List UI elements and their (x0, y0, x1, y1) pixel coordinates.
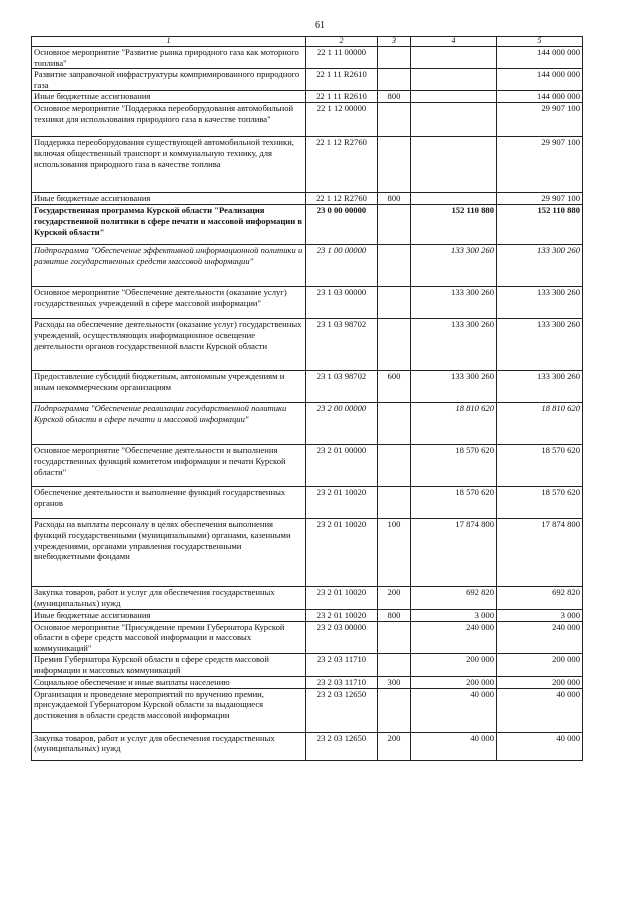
table-row (32, 47, 583, 69)
column-header-amount-1: 4 (411, 37, 497, 47)
column-header-type: 3 (378, 37, 411, 47)
row-type (378, 137, 411, 193)
row-amount-2: 200 000 (497, 654, 583, 676)
row-type (378, 69, 411, 91)
table-row (32, 371, 583, 403)
table-row (32, 403, 583, 445)
row-code: 22 1 11 R2610 (306, 91, 378, 103)
row-name: Основное мероприятие "Присуждение премии Губернатора Курской области в сфере средств массовой информации и массовых коммуникаций" (32, 621, 306, 654)
table-body (32, 47, 583, 761)
row-amount-1: 3 000 (411, 609, 497, 621)
table-row (32, 487, 583, 519)
row-type: 200 (378, 587, 411, 609)
table-row (32, 205, 583, 245)
row-amount-1: 40 000 (411, 688, 497, 732)
row-amount-1: 692 820 (411, 587, 497, 609)
row-type (378, 621, 411, 654)
row-amount-1: 133 300 260 (411, 287, 497, 319)
row-amount-1: 133 300 260 (411, 245, 497, 287)
row-name: Основное мероприятие "Поддержка переоборудования автомобильной техники для использования природного газа в качестве топлива" (32, 103, 306, 137)
row-amount-2: 18 810 620 (497, 403, 583, 445)
row-name: Социальное обеспечение и иные выплаты населению (32, 676, 306, 688)
row-amount-1: 240 000 (411, 621, 497, 654)
table-row (32, 287, 583, 319)
table-row (32, 69, 583, 91)
row-amount-2: 17 874 800 (497, 519, 583, 587)
row-amount-2: 29 907 100 (497, 103, 583, 137)
row-type (378, 445, 411, 487)
row-type: 800 (378, 91, 411, 103)
row-amount-1: 133 300 260 (411, 371, 497, 403)
row-amount-1 (411, 193, 497, 205)
row-code: 23 1 03 98702 (306, 371, 378, 403)
row-name: Закупка товаров, работ и услуг для обеспечения государственных (муниципальных) нужд (32, 587, 306, 609)
row-name: Основное мероприятие "Обеспечение деятельности (оказание услуг) государственных учреждений в сфере массовой информации" (32, 287, 306, 319)
row-code: 23 2 01 10020 (306, 587, 378, 609)
table-row (32, 445, 583, 487)
row-amount-1: 200 000 (411, 676, 497, 688)
row-amount-2: 18 570 620 (497, 487, 583, 519)
row-code: 23 2 00 00000 (306, 403, 378, 445)
row-code: 22 1 12 00000 (306, 103, 378, 137)
row-amount-1: 18 570 620 (411, 445, 497, 487)
table-row (32, 137, 583, 193)
row-amount-2: 692 820 (497, 587, 583, 609)
table-row (32, 654, 583, 676)
row-amount-2: 133 300 260 (497, 245, 583, 287)
row-code: 22 1 12 R2760 (306, 193, 378, 205)
row-amount-2: 40 000 (497, 732, 583, 760)
row-type: 600 (378, 371, 411, 403)
row-amount-2: 200 000 (497, 676, 583, 688)
table-row (32, 587, 583, 609)
row-code: 23 1 03 00000 (306, 287, 378, 319)
row-amount-2: 18 570 620 (497, 445, 583, 487)
row-type: 800 (378, 609, 411, 621)
row-name: Основное мероприятие "Развитие рынка природного газа как моторного топлива" (32, 47, 306, 69)
page-number: 61 (315, 20, 325, 31)
row-type: 200 (378, 732, 411, 760)
row-type (378, 205, 411, 245)
table-row (32, 621, 583, 654)
row-amount-1 (411, 137, 497, 193)
row-amount-2: 29 907 100 (497, 193, 583, 205)
row-amount-1: 133 300 260 (411, 319, 497, 371)
row-amount-1 (411, 91, 497, 103)
row-code: 22 1 11 00000 (306, 47, 378, 69)
row-type (378, 319, 411, 371)
row-type: 100 (378, 519, 411, 587)
row-type (378, 403, 411, 445)
row-name: Обеспечение деятельности и выполнение функций государственных органов (32, 487, 306, 519)
row-amount-1: 200 000 (411, 654, 497, 676)
table-row (32, 103, 583, 137)
row-code: 23 2 03 00000 (306, 621, 378, 654)
column-header-code: 2 (306, 37, 378, 47)
row-amount-2: 144 000 000 (497, 69, 583, 91)
column-header-amount-2: 5 (497, 37, 583, 47)
row-amount-1: 18 810 620 (411, 403, 497, 445)
row-amount-2: 40 000 (497, 688, 583, 732)
row-amount-1: 40 000 (411, 732, 497, 760)
row-amount-2: 3 000 (497, 609, 583, 621)
row-amount-1 (411, 103, 497, 137)
row-amount-2: 144 000 000 (497, 91, 583, 103)
row-code: 23 2 03 11710 (306, 654, 378, 676)
table-header-row (32, 37, 583, 47)
row-amount-1: 18 570 620 (411, 487, 497, 519)
row-name: Основное мероприятие "Обеспечение деятельности и выполнения государственных функций комитетом информации и печати Курской области" (32, 445, 306, 487)
row-name: Подпрограмма "Обеспечение эффективной информационной политики и развитие государственных средств массовой информации" (32, 245, 306, 287)
table-row (32, 319, 583, 371)
row-amount-2: 144 000 000 (497, 47, 583, 69)
row-type (378, 688, 411, 732)
row-type (378, 103, 411, 137)
row-code: 23 1 00 00000 (306, 245, 378, 287)
row-code: 23 0 00 00000 (306, 205, 378, 245)
row-amount-2: 240 000 (497, 621, 583, 654)
row-type: 300 (378, 676, 411, 688)
row-amount-1 (411, 47, 497, 69)
row-code: 23 2 03 11710 (306, 676, 378, 688)
row-name: Иные бюджетные ассигнования (32, 91, 306, 103)
row-code: 22 1 12 R2760 (306, 137, 378, 193)
row-amount-2: 133 300 260 (497, 287, 583, 319)
table-row (32, 732, 583, 760)
row-name: Поддержка переоборудования существующей автомобильной техники, включая общественный транспорт и коммунальную технику, для использования природного газа в качестве топлива (32, 137, 306, 193)
row-code: 23 2 03 12650 (306, 688, 378, 732)
table-row (32, 519, 583, 587)
table-row (32, 688, 583, 732)
row-name: Иные бюджетные ассигнования (32, 193, 306, 205)
table-row (32, 91, 583, 103)
table-row (32, 609, 583, 621)
row-name: Закупка товаров, работ и услуг для обеспечения государственных (муниципальных) нужд (32, 732, 306, 760)
row-amount-2: 29 907 100 (497, 137, 583, 193)
row-name: Предоставление субсидий бюджетным, автономным учреждениям и иным некоммерческим организациям (32, 371, 306, 403)
row-type: 800 (378, 193, 411, 205)
row-code: 23 2 01 10020 (306, 487, 378, 519)
row-type (378, 287, 411, 319)
row-code: 23 2 03 12650 (306, 732, 378, 760)
row-name: Подпрограмма "Обеспечение реализации государственной политики Курской области в сфере печати и массовой информации" (32, 403, 306, 445)
row-type (378, 487, 411, 519)
row-amount-1: 152 110 880 (411, 205, 497, 245)
budget-table (31, 36, 583, 761)
row-amount-2: 133 300 260 (497, 319, 583, 371)
row-code: 23 2 01 10020 (306, 609, 378, 621)
row-name: Организация и проведение мероприятий по вручению премии, присуждаемой Губернатором Курской области за выдающиеся достижения в области средств массовой информации (32, 688, 306, 732)
row-amount-2: 152 110 880 (497, 205, 583, 245)
row-type (378, 654, 411, 676)
column-header-name: 1 (32, 37, 306, 47)
row-name: Развитие заправочной инфраструктуры компримированного природного газа (32, 69, 306, 91)
row-name: Государственная программа Курской области "Реализация государственной политики в сфере печати и массовой информации в Курской области" (32, 205, 306, 245)
row-code: 22 1 11 R2610 (306, 69, 378, 91)
table-row (32, 245, 583, 287)
row-name: Иные бюджетные ассигнования (32, 609, 306, 621)
row-name: Расходы на выплаты персоналу в целях обеспечения выполнения функций государственными (муниципальными) органами, казенными учреждениями, органами управления государственными внебюджетными фондами (32, 519, 306, 587)
row-type (378, 47, 411, 69)
row-name: Расходы на обеспечение деятельности (оказание услуг) государственных учреждений, осуществляющих информационное освещение деятельности органов государственной власти Курской области (32, 319, 306, 371)
row-amount-2: 133 300 260 (497, 371, 583, 403)
table-row (32, 193, 583, 205)
row-type (378, 245, 411, 287)
row-code: 23 2 01 00000 (306, 445, 378, 487)
row-amount-1 (411, 69, 497, 91)
row-name: Премия Губернатора Курской области в сфере средств массовой информации и массовых коммуникаций (32, 654, 306, 676)
row-amount-1: 17 874 800 (411, 519, 497, 587)
table-row (32, 676, 583, 688)
row-code: 23 2 01 10020 (306, 519, 378, 587)
row-code: 23 1 03 98702 (306, 319, 378, 371)
